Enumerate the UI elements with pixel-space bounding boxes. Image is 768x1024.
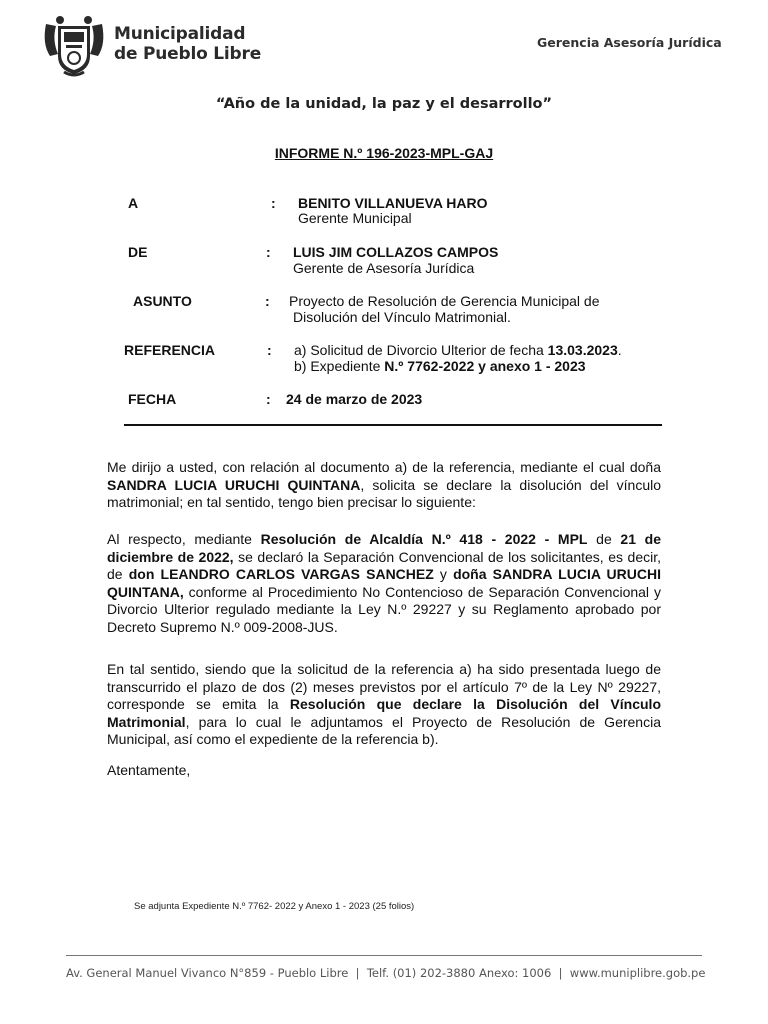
municipality-name — [114, 24, 261, 64]
footer-contact: Av. General Manuel Vivanco N°859 - Pueblo Libre | Telf. (01) 202-3880 Anexo: 1006 | www.muniplibre.gob.pe — [66, 966, 706, 980]
municipality-name-line1: Municipalidad — [114, 24, 246, 44]
reference-b — [294, 358, 586, 375]
field-label-a: A — [128, 195, 139, 211]
p2-bold-1: Resolución de Alcaldía N.º 418 - 2022 - MPL — [260, 531, 588, 547]
municipality-name-line2: de Pueblo Libre — [114, 44, 262, 64]
p2-text-1: Al respecto, mediante — [107, 531, 261, 547]
p2-text-2: de — [587, 531, 621, 547]
field-colon-referencia: : — [267, 342, 272, 358]
footer-divider — [66, 955, 702, 956]
p3-text-1: En tal sentido, siendo que la solicitud de la referencia a) ha sido presentada luego de transcurrido el plazo de dos (2) meses previstos por el artículo 7º de la Ley Nº 29227, corresponde se emita la — [107, 661, 661, 712]
reference-b-text: b) Expediente — [294, 358, 385, 374]
paragraph-2 — [107, 531, 661, 636]
p2-text-5: conforme al Procedimiento No Contencioso de Separación Convencional y Divorcio Ulterior regulado mediante la Ley N.º 29227 y su Reglamento aprobado por Decreto Supremo N.º 009-2008-JUS. — [107, 583, 661, 635]
paragraph-1 — [107, 459, 661, 512]
field-colon-a: : — [271, 195, 276, 211]
closing: Atentamente, — [107, 762, 191, 778]
reference-b-file: N.º 7762-2022 y anexo 1 - 2023 — [384, 358, 586, 374]
p1-bold-1: SANDRA LUCIA URUCHI QUINTANA — [107, 476, 361, 493]
field-label-de: DE — [128, 244, 148, 260]
field-colon-fecha: : — [266, 391, 271, 407]
report-date: 24 de marzo de 2023 — [286, 391, 423, 407]
p1-text-1: Me dirijo a usted, con relación al documento a) de la referencia, mediante el cual doña — [107, 459, 661, 475]
field-label-asunto: ASUNTO — [133, 293, 192, 309]
subject-line1: Proyecto de Resolución de Gerencia Municipal de — [289, 293, 600, 309]
p2-text-4: y — [433, 566, 454, 582]
reference-a-text: a) Solicitud de Divorcio Ulterior de fecha — [294, 342, 548, 358]
field-colon-asunto: : — [265, 293, 270, 309]
p1-text-2: , solicita se declare la disolución del vínculo matrimonial; en tal sentido, tengo bien precisar lo siguiente: — [107, 476, 662, 510]
paragraph-3 — [107, 661, 661, 749]
reference-a-suffix: . — [617, 342, 622, 358]
sender-role: Gerente de Asesoría Jurídica — [293, 260, 475, 276]
year-motto: “Año de la unidad, la paz y el desarrollo” — [215, 96, 553, 112]
department-name: Gerencia Asesoría Jurídica — [537, 35, 722, 50]
p2-bold-3: don LEANDRO CARLOS VARGAS SANCHEZ — [128, 566, 434, 582]
attachment-note: Se adjunta Expediente N.º 7762- 2022 y Anexo 1 - 2023 (25 folios) — [134, 901, 415, 912]
recipient-name: BENITO VILLANUEVA HARO — [298, 195, 488, 211]
reference-a-date: 13.03.2023 — [547, 342, 618, 358]
p3-text-2: , para lo cual le adjuntamos el Proyecto de Resolución de Gerencia Municipal, así como el expediente de la referencia b). — [107, 713, 661, 747]
header-divider — [124, 424, 662, 426]
report-title: INFORME N.º 196-2023-MPL-GAJ — [274, 145, 494, 161]
reference-a — [294, 342, 622, 359]
sender-name: LUIS JIM COLLAZOS CAMPOS — [293, 244, 499, 260]
field-label-referencia: REFERENCIA — [124, 342, 216, 358]
recipient-role: Gerente Municipal — [298, 210, 412, 226]
p2-bold-2: 21 de diciembre de 2022, — [107, 531, 662, 565]
p3-bold-1: Resolución que declare la Disolución del Vínculo Matrimonial — [107, 696, 661, 730]
field-label-fecha: FECHA — [128, 391, 177, 407]
p2-text-3: se declaró la Separación Convencional de los solicitantes, es decir, de — [107, 548, 661, 582]
p2-bold-4: doña SANDRA LUCIA URUCHI QUINTANA, — [107, 566, 661, 600]
field-colon-de: : — [266, 244, 271, 260]
subject-line2: Disolución del Vínculo Matrimonial. — [293, 309, 511, 325]
municipal-seal-logo — [40, 14, 108, 78]
